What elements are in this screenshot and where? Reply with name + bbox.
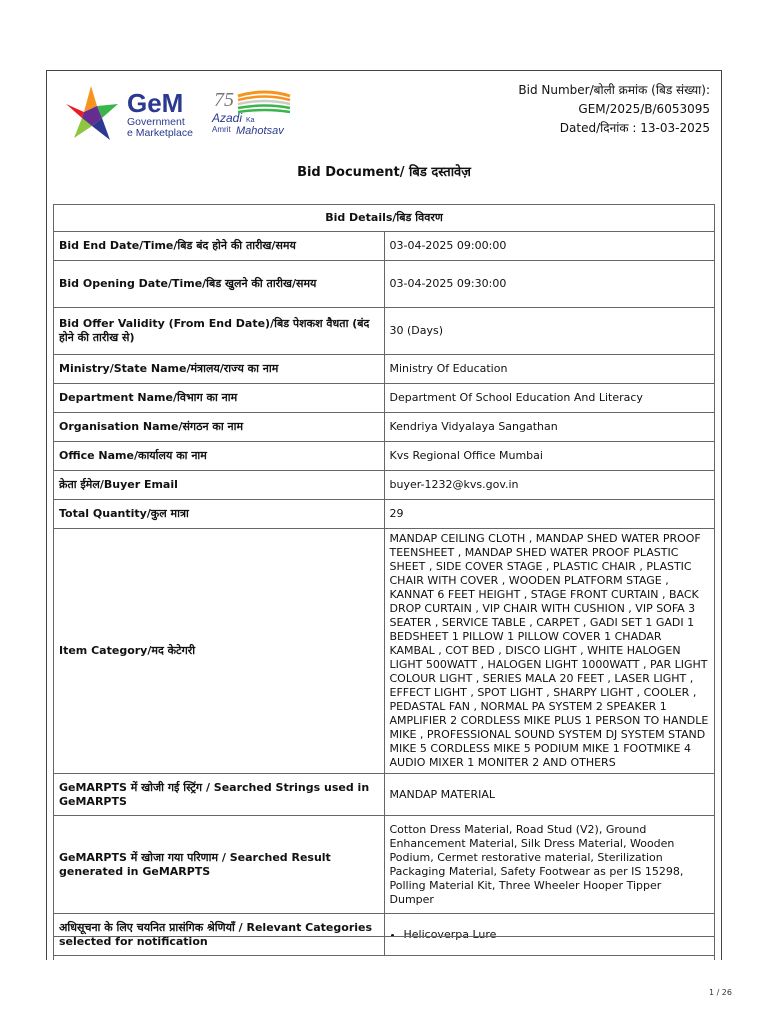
azadi-logo-line2: Amrit bbox=[212, 125, 231, 134]
row-label: अधिसूचना के लिए चयनित प्रासंगिक श्रेणियाँ / Relevant Categories selected for notification bbox=[54, 914, 385, 956]
bid-details-table bbox=[53, 204, 715, 956]
row-value: MANDAP MATERIAL bbox=[384, 774, 715, 816]
row-value: Cotton Dress Material, Road Stud (V2), Ground Enhancement Material, Silk Dress Material, Wooden Podium, Cermet restorative material, Sterilization Packaging Material, Safety Footwear as per IS 15298, Polling Material Kit, Three Wheeler Hooper Tipper Dumper bbox=[384, 816, 715, 914]
azadi-logo-number: 75 bbox=[214, 89, 234, 111]
row-value: Kendriya Vidyalaya Sangathan bbox=[384, 413, 715, 442]
gem-logo-line1: Government bbox=[127, 116, 185, 128]
row-label: GeMARPTS में खोजा गया परिणाम / Searched Result generated in GeMARPTS bbox=[54, 816, 385, 914]
bid-number: GEM/2025/B/6053095 bbox=[578, 102, 710, 116]
azadi-logo-line3: Mahotsav bbox=[236, 125, 284, 137]
table-row bbox=[54, 529, 715, 774]
gem-star-icon bbox=[66, 86, 118, 140]
table-row bbox=[54, 774, 715, 816]
row-label: Organisation Name/संगठन का नाम bbox=[54, 413, 385, 442]
row-label: Item Category/मद केटेगरी bbox=[54, 529, 385, 774]
document-title: Bid Document/ बिड दस्तावेज़ bbox=[297, 165, 471, 180]
table-row bbox=[54, 308, 715, 355]
list-item: • Helicoverpa Lure bbox=[404, 928, 710, 942]
row-label: क्रेता ईमेल/Buyer Email bbox=[54, 471, 385, 500]
row-label: GeMARPTS में खोजी गई स्ट्रिंग / Searched Strings used in GeMARPTS bbox=[54, 774, 385, 816]
azadi-ka-amrit-mahotsav-logo bbox=[210, 88, 320, 138]
gem-logo bbox=[64, 82, 204, 144]
bid-info bbox=[518, 81, 710, 138]
next-section-start bbox=[53, 936, 715, 960]
table-heading: Bid Details/बिड विवरण bbox=[54, 205, 715, 232]
row-value: buyer-1232@kvs.gov.in bbox=[384, 471, 715, 500]
table-row bbox=[54, 384, 715, 413]
table-row bbox=[54, 232, 715, 261]
row-value: Department Of School Education And Literacy bbox=[384, 384, 715, 413]
table-row bbox=[54, 413, 715, 442]
row-value: Ministry Of Education bbox=[384, 355, 715, 384]
row-label: Total Quantity/कुल मात्रा bbox=[54, 500, 385, 529]
flag-stripes-icon bbox=[238, 92, 290, 112]
table-heading-row bbox=[54, 205, 715, 232]
row-value: 29 bbox=[384, 500, 715, 529]
table-row bbox=[54, 442, 715, 471]
table-row bbox=[54, 355, 715, 384]
bid-dated: Dated/दिनांक : 13-03-2025 bbox=[559, 121, 710, 135]
table-row bbox=[54, 816, 715, 914]
row-value: 03-04-2025 09:00:00 bbox=[384, 232, 715, 261]
row-value: MANDAP CEILING CLOTH , MANDAP SHED WATER PROOF TEENSHEET , MANDAP SHED WATER PROOF PLASTIC SHEET , SIDE COVER STAGE , PLASTIC CHAIR , PLASTIC CHAIR WITH COVER , WOODEN PLATFORM STAGE , KANNAT 6 FEET HEIGHT , STAGE FRONT CURTAIN , BACK DROP CURTAIN , VIP CHAIR WITH CUSHION , VIP SOFA 3 SEATER , SERVICE TABLE , CARPET , GADI SET 1 GADI 1 BEDSHEET 1 PILLOW 1 PILLOW COVER 1 CHADAR KAMBAL , COT BED , DISCO LIGHT , WHITE HALOGEN LIGHT 500WATT , HALOGEN LIGHT 1000WATT , PAR LIGHT COLOUR LIGHT , SERIES MALA 20 FEET , LASER LIGHT , EFFECT LIGHT , SPOT LIGHT , SHARPY LIGHT , COOLER , PEDASTAL FAN , NORMAL PA SYSTEM 2 SPEAKER 1 AMPLIFIER 2 CORDLESS MIKE PLUS 1 PERSON TO HANDLE MIKE , PROFESSIONAL SOUND SYSTEM DJ SYSTEM STAND MIKE 5 CORDLESS MIKE 5 PODIUM MIKE 1 FOOTMIKE 4 AUDIO MIXER 1 MONITER 2 AND OTHERS bbox=[384, 529, 715, 774]
row-value: 03-04-2025 09:30:00 bbox=[384, 261, 715, 308]
row-value: Kvs Regional Office Mumbai bbox=[384, 442, 715, 471]
page-number: 1 / 26 bbox=[708, 988, 732, 997]
row-label: Ministry/State Name/मंत्रालय/राज्य का नाम bbox=[54, 355, 385, 384]
azadi-logo-line1: Azadi bbox=[212, 111, 243, 125]
table-row bbox=[54, 261, 715, 308]
bid-number-label: Bid Number/बोली क्रमांक (बिड संख्या): bbox=[518, 83, 710, 97]
row-value: 30 (Days) bbox=[384, 308, 715, 355]
gem-logo-title: GeM bbox=[127, 88, 184, 118]
row-label: Office Name/कार्यालय का नाम bbox=[54, 442, 385, 471]
row-label: Bid End Date/Time/बिड बंद होने की तारीख/समय bbox=[54, 232, 385, 261]
row-label: Department Name/विभाग का नाम bbox=[54, 384, 385, 413]
gem-logo-line2: e Marketplace bbox=[127, 127, 193, 139]
row-label: Bid Opening Date/Time/बिड खुलने की तारीख/समय bbox=[54, 261, 385, 308]
azadi-logo-ka: Ka bbox=[246, 117, 255, 124]
table-row bbox=[54, 500, 715, 529]
row-label: Bid Offer Validity (From End Date)/बिड पेशकश वैधता (बंद होने की तारीख से) bbox=[54, 308, 385, 355]
table-row bbox=[54, 471, 715, 500]
